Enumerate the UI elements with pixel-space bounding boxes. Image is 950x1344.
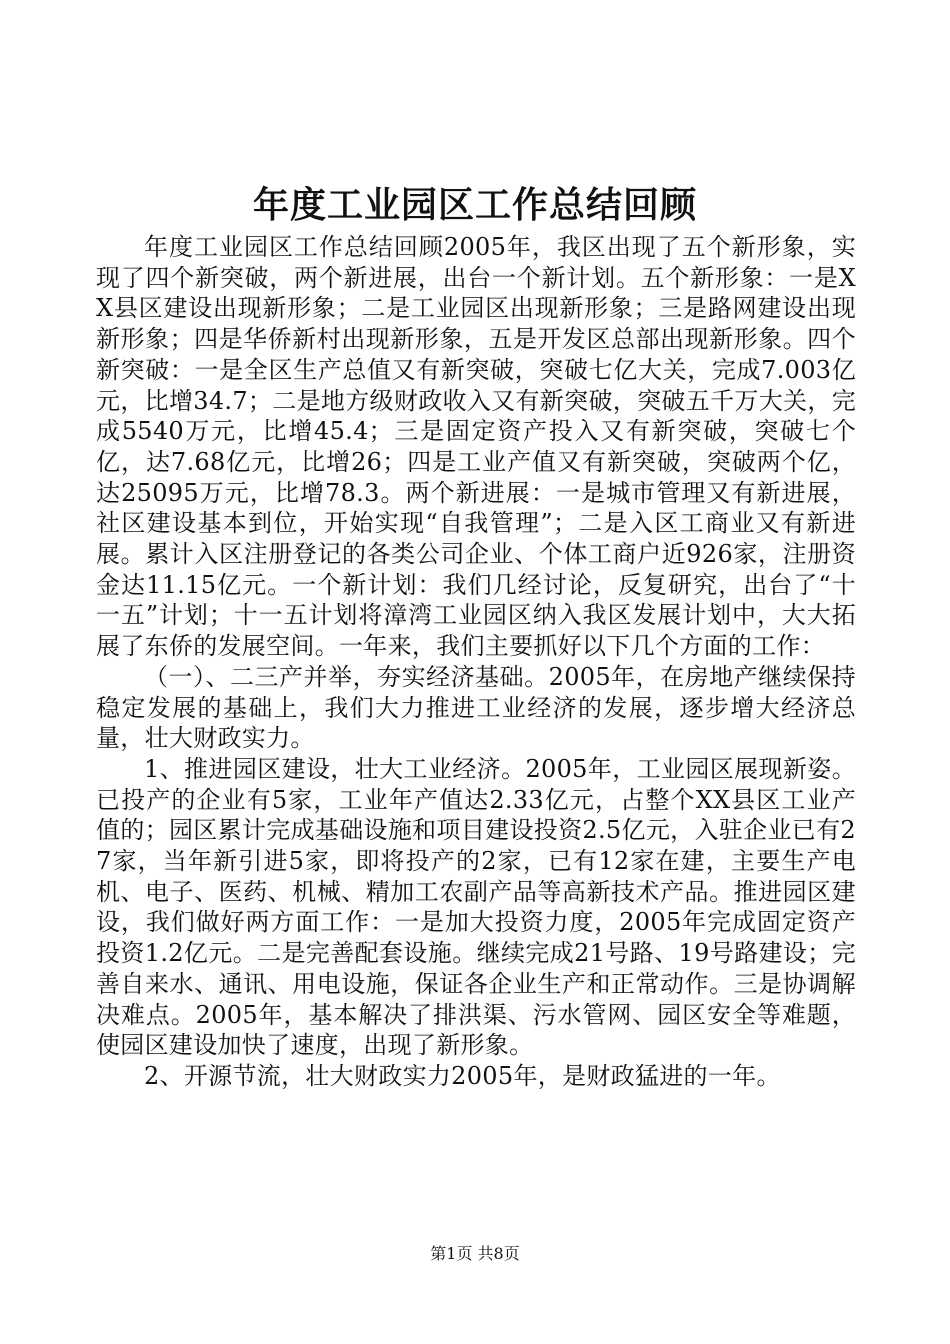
- paragraph-intro: 年度工业园区工作总结回顾2005年，我区出现了五个新形象，实现了四个新突破，两个新进展，出台一个新计划。五个新形象：一是XX县区建设出现新形象；二是工业园区出现新形象；三是路网建设出现新形象；四是华侨新村出现新形象，五是开发区总部出现新形象。四个新突破：一是全区生产总值又有新突破，突破七亿大关，完成7.003亿元，比增34.7；二是地方级财政收入又有新突破，突破五千万大关，完成5540万元，比增45.4；三是固定资产投入又有新突破，突破七个亿，达7.68亿元，比增26；四是工业产值又有新突破，突破两个亿，达25095万元，比增78.3。两个新进展：一是城市管理又有新进展，社区建设基本到位，开始实现“自我管理”；二是入区工商业又有新进展。累计入区注册登记的各类公司企业、个体工商户近926家，注册资金达11.15亿元。一个新计划：我们几经讨论，反复研究，出台了“十一五”计划；十一五计划将漳湾工业园区纳入我区发展计划中，大大拓展了东侨的发展空间。一年来，我们主要抓好以下几个方面的工作：: [96, 233, 856, 661]
- document-title: 年度工业园区工作总结回顾: [252, 185, 697, 226]
- page-footer: 第1页 共8页: [430, 1244, 520, 1263]
- paragraph-section-1: （一）、二三产并举，夯实经济基础。2005年，在房地产继续保持稳定发展的基础上，我们大力推进工业经济的发展，逐步增大经济总量，壮大财政实力。: [96, 662, 856, 753]
- paragraph-finance: 2、开源节流，壮大财政实力2005年，是财政猛进的一年。: [144, 1061, 781, 1090]
- paragraph-park-construction: 1、推进园区建设，壮大工业经济。2005年，工业园区展现新姿。已投产的企业有5家，工业年产值达2.33亿元，占整个XX县区工业产值的；园区累计完成基础设施和项目建设投资2.5亿元，入驻企业已有27家，当年新引进5家，即将投产的2家，已有12家在建，主要生产电机、电子、医药、机械、精加工农副产品等高新技术产品。推进园区建设，我们做好两方面工作：一是加大投资力度，2005年完成固定资产投资1.2亿元。二是完善配套设施。继续完成21号路、19号路建设；完善自来水、通讯、用电设施，保证各企业生产和正常动作。三是协调解决难点。2005年，基本解决了排洪渠、污水管网、园区安全等难题，使园区建设加快了速度，出现了新形象。: [96, 754, 856, 1060]
- document-body: [96, 232, 856, 1092]
